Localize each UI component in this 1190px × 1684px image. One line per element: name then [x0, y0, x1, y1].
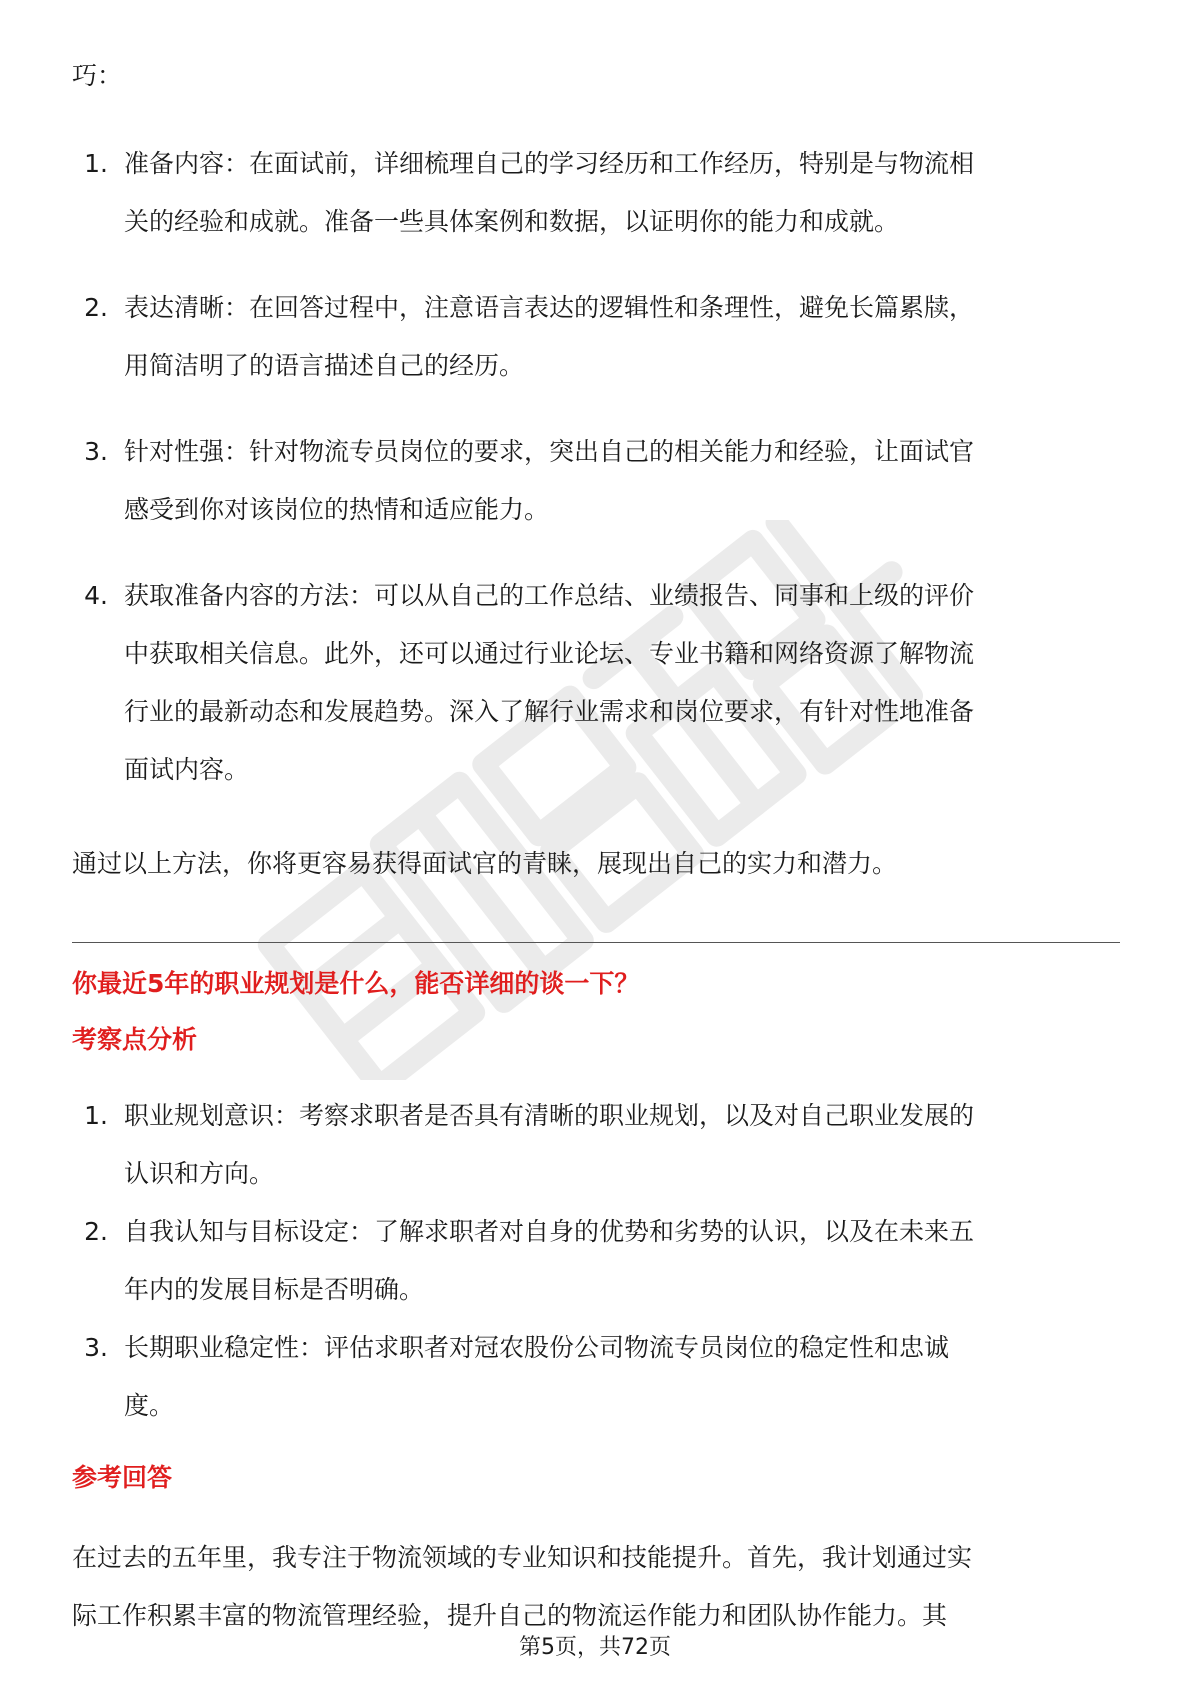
- list-item-line: 年内的发展目标是否明确。: [124, 1275, 425, 1304]
- intro-line: 巧：: [72, 61, 123, 90]
- question-heading: 你最近5年的职业规划是什么，能否详细的谈一下？: [72, 969, 640, 998]
- page-number-footer: 第5页，共72页: [519, 1635, 671, 1660]
- list-item-line: 面试内容。: [124, 755, 250, 784]
- answer-paragraph-line: 际工作积累丰富的物流管理经验，提升自己的物流运作能力和团队协作能力。其: [72, 1601, 948, 1630]
- list-item-line: 长期职业稳定性：评估求职者对冠农股份公司物流专员岗位的稳定性和忠诚: [124, 1333, 950, 1362]
- list-item-line: 感受到你对该岗位的热情和适应能力。: [124, 495, 550, 524]
- list-item-line: 认识和方向。: [124, 1159, 275, 1188]
- list-item-number: 2.: [84, 293, 108, 322]
- analysis-heading: 考察点分析: [72, 1025, 198, 1054]
- list-item-number: 3.: [84, 437, 108, 466]
- list-item-line: 职业规划意识：考察求职者是否具有清晰的职业规划，以及对自己职业发展的: [124, 1101, 975, 1130]
- list-item-number: 1.: [84, 149, 108, 178]
- list-item-line: 自我认知与目标设定：了解求职者对自身的优势和劣势的认识，以及在未来五: [124, 1217, 975, 1246]
- list-item-line: 中获取相关信息。此外，还可以通过行业论坛、专业书籍和网络资源了解物流: [124, 639, 975, 668]
- section-divider: [72, 942, 1120, 943]
- list-item-number: 2.: [84, 1217, 108, 1246]
- list-item-line: 用简洁明了的语言描述自己的经历。: [124, 351, 525, 380]
- list-item-line: 准备内容：在面试前，详细梳理自己的学习经历和工作经历，特别是与物流相: [124, 149, 975, 178]
- list-item-line: 表达清晰：在回答过程中，注意语言表达的逻辑性和条理性，避免长篇累牍，: [124, 293, 975, 322]
- list-item-number: 3.: [84, 1333, 108, 1362]
- list-item-number: 1.: [84, 1101, 108, 1130]
- list-item-number: 4.: [84, 581, 108, 610]
- answer-paragraph-line: 在过去的五年里，我专注于物流领域的专业知识和技能提升。首先，我计划通过实: [72, 1543, 973, 1572]
- conclusion-paragraph: 通过以上方法，你将更容易获得面试官的青睐，展现出自己的实力和潜力。: [72, 849, 898, 878]
- list-item-line: 关的经验和成就。准备一些具体案例和数据，以证明你的能力和成就。: [124, 207, 900, 236]
- list-item-line: 获取准备内容的方法：可以从自己的工作总结、业绩报告、同事和上级的评价: [124, 581, 975, 610]
- list-item-line: 针对性强：针对物流专员岗位的要求，突出自己的相关能力和经验，让面试官: [124, 437, 975, 466]
- list-item-line: 行业的最新动态和发展趋势。深入了解行业需求和岗位要求，有针对性地准备: [124, 697, 975, 726]
- list-item-line: 度。: [124, 1391, 175, 1420]
- answer-heading: 参考回答: [72, 1463, 173, 1492]
